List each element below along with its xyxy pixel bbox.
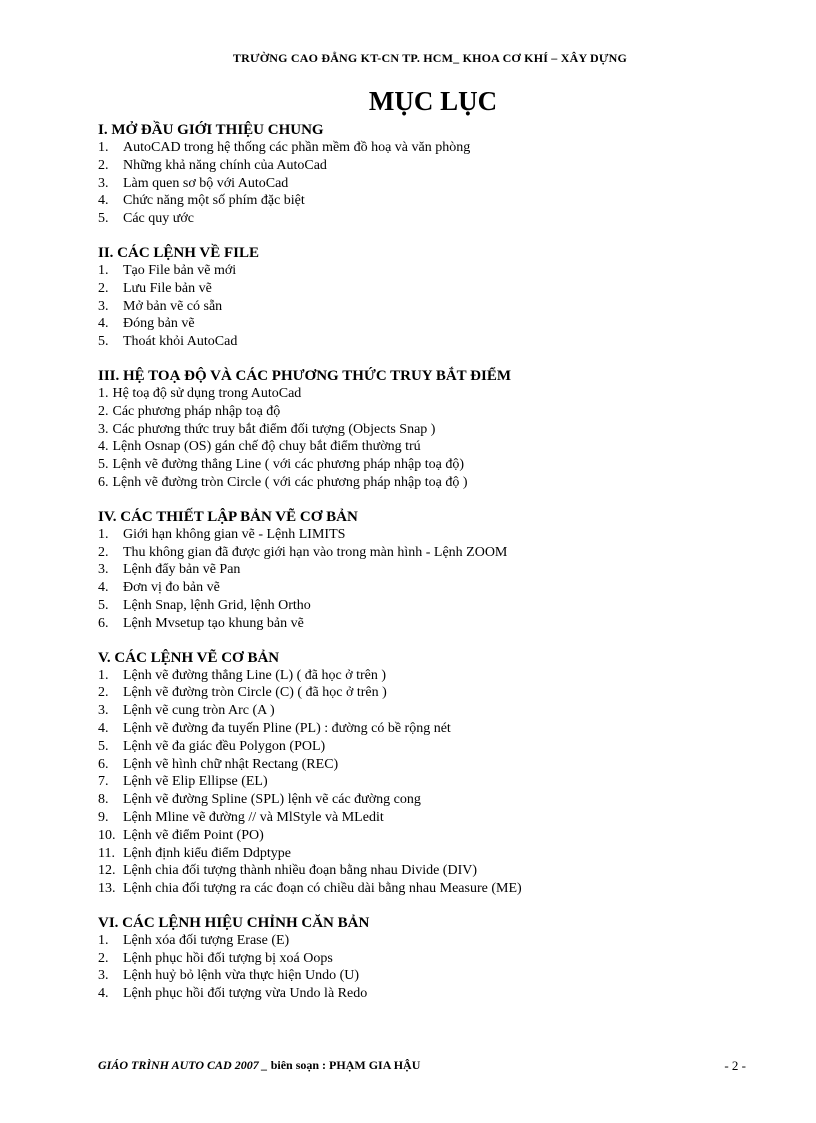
toc-item-text: Hệ toạ độ sử dụng trong AutoCad (112, 385, 302, 401)
page-title: MỤC LỤC (368, 86, 498, 116)
toc-item-number: 6. (98, 615, 109, 631)
toc-item (98, 474, 778, 492)
toc-item-text: Lệnh chia đối tượng thành nhiều đoạn bằng nhau Divide (DIV) (123, 863, 478, 879)
section-heading: IV. CÁC THIẾT LẬP BẢN VẼ CƠ BẢN (98, 508, 358, 525)
toc-item (98, 667, 778, 685)
toc-item-text: Các phương pháp nhập toạ độ (112, 403, 281, 419)
toc-item-text: Lệnh vẽ đường thẳng Line ( với các phương pháp nhập toạ độ) (112, 457, 465, 473)
toc-item-text: Làm quen sơ bộ với AutoCad (123, 175, 289, 191)
toc-item (98, 385, 778, 403)
toc-item-number: 4. (98, 439, 109, 455)
toc-item-number: 1. (98, 385, 109, 401)
toc-item (98, 561, 778, 579)
toc-section (98, 914, 778, 1003)
toc-item-number: 4. (98, 193, 109, 209)
toc-item (98, 827, 778, 845)
toc-item (98, 192, 778, 210)
toc-item (98, 615, 778, 633)
toc-item-text: Lệnh đẩy bản vẽ Pan (123, 562, 241, 578)
toc-item-text: Lệnh vẽ đường thẳng Line (L) ( đã học ở trên ) (123, 667, 387, 683)
toc-item-text: Thu không gian đã được giới hạn vào trong màn hình - Lệnh ZOOM (123, 544, 508, 560)
toc-item-number: 6. (98, 474, 109, 490)
toc-item-text: Lệnh Mline vẽ đường // và MlStyle và MLedit (123, 809, 384, 825)
toc-item-text: Lệnh Snap, lệnh Grid, lệnh Ortho (123, 597, 311, 613)
toc-item-number: 3. (98, 562, 109, 578)
toc-item-number: 1. (98, 667, 109, 683)
toc-item (98, 738, 778, 756)
section-heading: I. MỞ ĐẦU GIỚI THIỆU CHUNG (98, 122, 324, 138)
toc-item-number: 2. (98, 280, 109, 296)
page-number: - 2 - (724, 1058, 746, 1073)
toc-item-number: 1. (98, 262, 109, 278)
toc-item-number: 3. (98, 175, 109, 191)
toc-item-text: Lệnh Osnap (OS) gán chế độ chuy bắt điểm thường trú (112, 439, 421, 455)
toc-item (98, 985, 778, 1003)
toc-item-number: 4. (98, 580, 109, 596)
toc-item-number: 1. (98, 526, 109, 542)
toc-section (98, 121, 778, 228)
toc-item (98, 845, 778, 863)
toc-item-text: Tạo File bản vẽ mới (123, 262, 237, 278)
toc-item-text: Các quy ước (123, 211, 194, 227)
toc-item-number: 2. (98, 950, 109, 966)
toc-item-number: 3. (98, 968, 109, 984)
toc-item-text: Lệnh phục hồi đối tượng vừa Undo là Redo (123, 986, 368, 1002)
toc-item-number: 2. (98, 685, 109, 701)
toc-item-number: 10. (98, 827, 116, 843)
toc-item (98, 544, 778, 562)
toc-item (98, 684, 778, 702)
toc-section (98, 649, 778, 898)
toc-item-number: 2. (98, 403, 109, 419)
toc-item-number: 4. (98, 316, 109, 332)
toc-item-text: Giới hạn không gian vẽ - Lệnh LIMITS (123, 526, 346, 542)
toc-item-number: 2. (98, 157, 109, 173)
toc-item-text: Thoát khỏi AutoCad (123, 334, 238, 350)
toc-item (98, 597, 778, 615)
toc-item-number: 7. (98, 774, 109, 790)
toc-item-number: 3. (98, 298, 109, 314)
toc-item (98, 526, 778, 544)
toc-item (98, 262, 778, 280)
toc-item-text: Lệnh vẽ đường Spline (SPL) lệnh vẽ các đường cong (123, 792, 421, 808)
toc-item-text: Lệnh Mvsetup tạo khung bản vẽ (123, 615, 304, 631)
toc-item-text: Lệnh phục hồi đối tượng bị xoá Oops (123, 950, 333, 966)
toc-item-text: Lệnh huỷ bỏ lệnh vừa thực hiện Undo (U) (123, 968, 360, 984)
section-heading: II. CÁC LỆNH VỀ FILE (98, 244, 260, 261)
footer-book-name: GIÁO TRÌNH AUTO CAD 2007 _ (98, 1058, 268, 1072)
toc-item (98, 809, 778, 827)
section-heading: V. CÁC LỆNH VẼ CƠ BẢN (98, 649, 280, 666)
toc-item (98, 315, 778, 333)
toc-item (98, 702, 778, 720)
table-of-contents (98, 121, 778, 1003)
footer-author: biên soạn : PHẠM GIA HẬU (270, 1058, 421, 1072)
toc-item-text: Mở bản vẽ có sẵn (123, 298, 223, 314)
toc-item (98, 421, 778, 439)
toc-item-text: Lệnh vẽ cung tròn Arc (A ) (123, 703, 275, 719)
toc-item (98, 756, 778, 774)
toc-item-text: Các phương thức truy bắt điểm đối tượng (Objects Snap ) (112, 421, 436, 437)
toc-item-text: AutoCAD trong hệ thống các phần mềm đồ hoạ và văn phòng (123, 140, 471, 155)
toc-item-number: 11. (98, 845, 115, 861)
toc-item (98, 579, 778, 597)
section-heading: VI. CÁC LỆNH HIỆU CHỈNH CĂN BẢN (98, 914, 370, 931)
toc-item (98, 950, 778, 968)
toc-item (98, 720, 778, 738)
page-footer (98, 1058, 746, 1073)
toc-item (98, 333, 778, 351)
footer-book-title (98, 1058, 420, 1072)
toc-item-number: 5. (98, 597, 109, 613)
toc-item-text: Lệnh vẽ đường đa tuyến Pline (PL) : đường có bề rộng nét (123, 720, 451, 736)
toc-item (98, 773, 778, 791)
toc-item-number: 6. (98, 756, 109, 772)
section-heading: III. HỆ TOẠ ĐỘ VÀ CÁC PHƯƠNG THỨC TRUY BẮT ĐIỂM (98, 367, 511, 384)
toc-item-text: Lệnh vẽ Elip Ellipse (EL) (123, 774, 268, 790)
toc-item (98, 880, 778, 898)
toc-item-number: 3. (98, 703, 109, 719)
toc-item (98, 932, 778, 950)
toc-item-number: 5. (98, 457, 109, 473)
toc-item (98, 967, 778, 985)
toc-item-number: 1. (98, 140, 109, 155)
toc-item-number: 5. (98, 738, 109, 754)
toc-item-text: Đơn vị đo bản vẽ (123, 580, 220, 596)
toc-item-text: Lệnh vẽ đường tròn Circle (C) ( đã học ở trên ) (123, 685, 387, 701)
toc-item (98, 175, 778, 193)
toc-item-text: Lệnh vẽ đa giác đều Polygon (POL) (123, 738, 326, 754)
toc-item (98, 210, 778, 228)
toc-item (98, 456, 778, 474)
toc-item-number: 9. (98, 809, 109, 825)
toc-item-text: Lưu File bản vẽ (123, 280, 212, 296)
toc-item (98, 438, 778, 456)
toc-item-number: 1. (98, 932, 109, 948)
toc-item-text: Chức năng một số phím đặc biệt (123, 193, 305, 209)
toc-item (98, 139, 778, 157)
toc-item-text: Lệnh chia đối tượng ra các đoạn có chiều dài bằng nhau Measure (ME) (123, 881, 522, 897)
toc-item (98, 157, 778, 175)
toc-item-number: 13. (98, 881, 116, 897)
toc-item-number: 5. (98, 334, 109, 350)
toc-item-text: Lệnh vẽ đường tròn Circle ( với các phương pháp nhập toạ độ ) (112, 474, 468, 490)
toc-item-number: 4. (98, 720, 109, 736)
toc-item-text: Lệnh vẽ điểm Point (PO) (123, 827, 264, 843)
toc-item (98, 791, 778, 809)
toc-section (98, 367, 778, 492)
toc-section (98, 244, 778, 351)
toc-item-number: 4. (98, 986, 109, 1002)
toc-item (98, 862, 778, 880)
toc-item-number: 5. (98, 211, 109, 227)
toc-item-text: Lệnh xóa đối tượng Erase (E) (123, 932, 290, 948)
toc-item (98, 298, 778, 316)
toc-item-text: Lệnh định kiểu điểm Ddptype (123, 845, 291, 861)
toc-item-number: 12. (98, 863, 116, 879)
toc-item-number: 2. (98, 544, 109, 560)
page-header: TRƯỜNG CAO ĐẲNG KT-CN TP. HCM_ KHOA CƠ KHÍ – XÂY DỰNG (232, 51, 628, 65)
toc-item (98, 403, 778, 421)
toc-item-number: 3. (98, 421, 109, 437)
toc-item-number: 8. (98, 792, 109, 808)
toc-item-text: Những khả năng chính của AutoCad (123, 157, 327, 173)
toc-item-text: Đóng bản vẽ (123, 316, 195, 332)
toc-item-text: Lệnh vẽ hình chữ nhật Rectang (REC) (123, 756, 339, 772)
toc-section (98, 508, 778, 633)
toc-item (98, 280, 778, 298)
